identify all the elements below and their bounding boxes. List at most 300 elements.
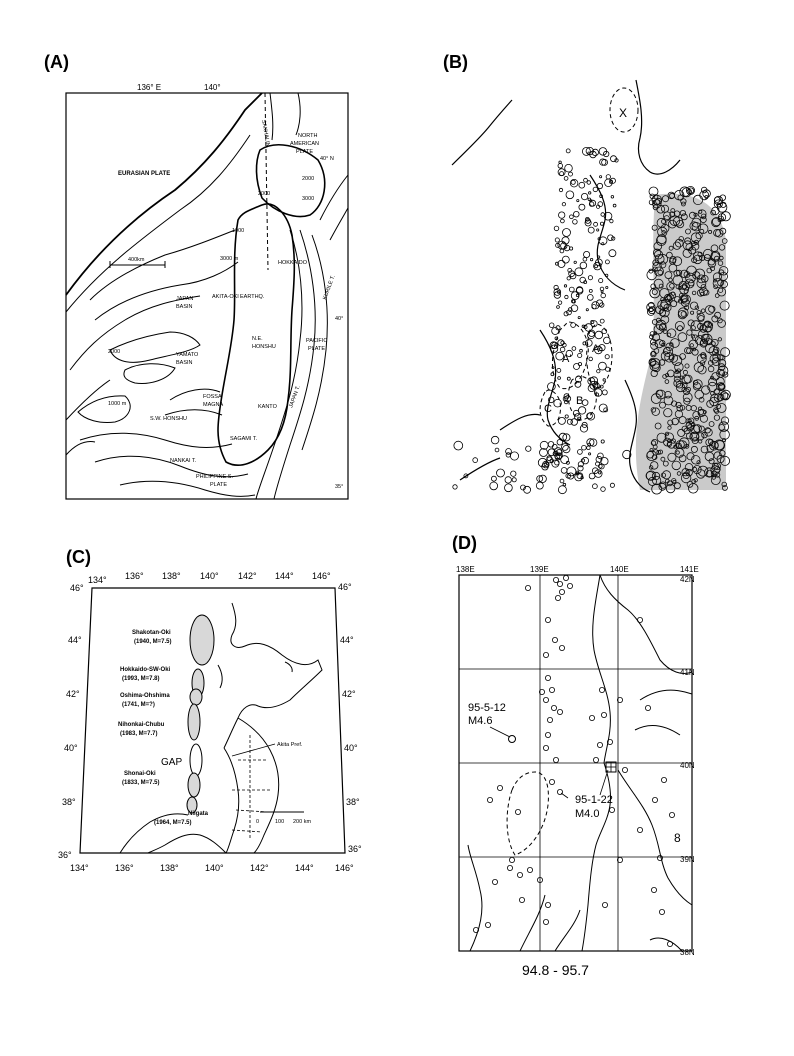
seismic-event: [579, 182, 585, 188]
depth-label: 2000: [302, 176, 315, 182]
seismic-event: [605, 355, 609, 359]
eq-name: Shakotan-Oki: [132, 630, 171, 636]
akita-pref-label: Akita Pref.: [277, 742, 303, 748]
rupture-zone: [188, 704, 200, 740]
seismic-event: [527, 867, 532, 872]
seismic-event: [578, 450, 583, 455]
akita-pointer: [232, 744, 275, 756]
seismic-event: [609, 807, 614, 812]
panel-d-right-tick: 40N: [680, 761, 695, 770]
panel-a-label: (A): [44, 52, 69, 72]
seismic-event: [593, 484, 598, 489]
seismic-event: [565, 164, 573, 172]
seismic-event: [598, 202, 603, 207]
depth-label: 2000: [258, 191, 271, 197]
seismic-event: [604, 151, 609, 156]
seismic-event: [512, 478, 516, 482]
panel-c-right-tick: 42°: [342, 689, 356, 699]
panel-c-right-tick: 38°: [346, 797, 360, 807]
panel-b-map: [452, 80, 730, 494]
seismic-event: [536, 482, 543, 489]
japan-basin-label: BASIN: [176, 304, 193, 310]
seismic-event: [558, 486, 566, 494]
panel-c-left-tick: 36°: [58, 850, 72, 860]
seismic-event: [578, 353, 582, 357]
seismic-event: [578, 317, 580, 319]
seismic-event: [552, 637, 557, 642]
seismic-event: [543, 919, 548, 924]
yamato-basin-label: BASIN: [176, 360, 193, 366]
seismic-event: [589, 357, 593, 361]
panel-c-bottom-tick: 142°: [250, 863, 269, 873]
seismic-event: [589, 192, 591, 194]
seismic-event: [519, 897, 524, 902]
seismic-event: [491, 476, 496, 481]
seismic-event: [495, 448, 499, 452]
panel-d-right-tick: 38N: [680, 948, 695, 957]
seismic-event: [588, 227, 594, 233]
seismic-event: [576, 294, 578, 296]
panel-c-left-tick: 46°: [70, 583, 84, 593]
seismic-event: [562, 203, 565, 206]
eq-info: (1993, M=7.8): [122, 676, 160, 682]
panel-c-right-tick: 44°: [340, 635, 354, 645]
seismic-event: [565, 295, 568, 298]
seismic-event: [600, 222, 603, 225]
rupture-zone: [190, 615, 214, 665]
seismic-event: [637, 617, 642, 622]
seismic-event: [567, 583, 572, 588]
seismic-event: [517, 872, 522, 877]
panel-a-right-tick: 35°: [335, 484, 344, 490]
event-magnitude-label: M4.6: [468, 715, 493, 727]
seismic-event: [580, 349, 583, 352]
seismic-event: [600, 287, 604, 291]
seismic-event: [602, 329, 607, 334]
japan-basin-label: JAPAN: [176, 296, 194, 302]
eq-name: Oshima-Ohshima: [120, 693, 170, 699]
seismic-event: [667, 941, 672, 946]
north-american-plate-label: PLATE: [296, 149, 314, 155]
seismic-event: [600, 176, 602, 178]
seismic-event: [553, 757, 558, 762]
seismic-event: [594, 222, 598, 226]
seismic-event: [487, 797, 492, 802]
seismic-event: [574, 211, 580, 217]
seismic-event: [559, 645, 564, 650]
seismic-event: [492, 879, 497, 884]
seismic-event: [610, 178, 615, 183]
seismic-event: [597, 370, 600, 373]
seismic-event: [588, 152, 590, 154]
seismic-event: [700, 191, 709, 200]
zone-c-label: C: [544, 403, 552, 415]
panel-d-top-tick: 139E: [530, 565, 549, 574]
seismic-event: [566, 149, 570, 153]
seismic-event: [588, 276, 592, 280]
seismic-event: [575, 268, 583, 276]
seismic-event: [563, 575, 568, 580]
seismic-event: [557, 439, 563, 445]
seismic-event: [561, 468, 567, 474]
panel-d-right-tick: 41N: [680, 668, 695, 677]
seismic-event: [657, 855, 662, 860]
seismic-event: [584, 251, 590, 257]
seismic-event: [497, 785, 502, 790]
scale-label: 0: [256, 819, 260, 825]
panel-c-bottom-tick: 136°: [115, 863, 134, 873]
seismic-event: [580, 277, 586, 283]
seismic-event: [490, 482, 498, 490]
seismic-event: [571, 305, 578, 312]
seismic-event: [565, 415, 568, 418]
zone-a-prime-label: A': [562, 353, 572, 365]
seismic-event: [651, 887, 656, 892]
seismic-event: [606, 175, 610, 179]
zone-a-label: A: [592, 343, 600, 355]
seismic-event: [563, 445, 570, 452]
seismic-event: [589, 453, 591, 455]
panel-c-bottom-tick: 134°: [70, 863, 89, 873]
seismic-event: [570, 215, 574, 219]
seismic-event: [595, 331, 603, 339]
panel-d-grid: [459, 575, 692, 951]
earthquake-label: EARTHQ.: [240, 294, 265, 300]
pacific-plate-label: PACIFIC: [306, 338, 328, 344]
panel-a-scale-label: 400km: [128, 257, 145, 263]
depth-label: 1000 m: [108, 401, 127, 407]
seismic-event: [581, 193, 587, 199]
seismic-event: [560, 347, 565, 352]
seismic-event: [602, 390, 607, 395]
seismic-event: [593, 187, 598, 192]
seismic-event: [566, 191, 574, 199]
seismic-event: [510, 452, 518, 460]
seismic-event: [610, 483, 614, 487]
seismic-event: [545, 675, 550, 680]
seismic-event: [589, 289, 592, 292]
seismic-event: [564, 177, 568, 181]
seismic-event: [602, 902, 607, 907]
philippine-sea-plate-label: PHILIPPINE S.: [196, 474, 233, 480]
seismic-event: [601, 291, 603, 293]
seismic-event: [602, 243, 604, 245]
panel-c-left-tick: 40°: [64, 743, 78, 753]
seismic-event: [605, 274, 608, 277]
seismic-event: [597, 183, 602, 188]
seismic-event: [589, 715, 594, 720]
panel-c-left-tick: 44°: [68, 635, 82, 645]
eq-name: Shonai-Oki: [124, 771, 156, 777]
seismic-event: [599, 279, 603, 283]
panel-d-top-tick: 141E: [680, 565, 699, 574]
seismic-event: [552, 328, 559, 335]
seismic-event: [622, 767, 627, 772]
panel-c-bottom-tick: 144°: [295, 863, 314, 873]
seismic-event: [586, 309, 588, 311]
seismic-event: [574, 364, 580, 370]
panel-c-left-tick: 42°: [66, 689, 80, 699]
seismic-event: [645, 705, 650, 710]
north-american-plate-label: AMERICAN: [290, 141, 320, 147]
depth-label: 3000 m: [220, 256, 239, 262]
panel-a-right-tick: 40° N: [320, 156, 334, 162]
seismic-event: [582, 457, 589, 464]
dashed-zone: [507, 772, 548, 855]
panel-c-top-tick: 142°: [238, 571, 257, 581]
seismic-event: [473, 458, 478, 463]
seismic-event: [543, 745, 548, 750]
seismic-event: [567, 467, 576, 476]
panel-c-right-tick: 40°: [344, 743, 358, 753]
panel-c-label: (C): [66, 547, 91, 567]
seismic-event: [608, 235, 614, 241]
event-marker: [509, 736, 516, 743]
panel-d-top-tick: 140E: [610, 565, 629, 574]
seismic-event: [540, 441, 548, 449]
seismic-event: [573, 410, 579, 416]
seismic-event: [563, 229, 571, 237]
seismic-event: [555, 238, 559, 242]
north-american-plate-label: NORTH: [298, 133, 318, 139]
seismic-event: [453, 485, 457, 489]
seismic-event: [609, 250, 616, 257]
seismic-event: [571, 292, 579, 300]
seismic-event: [547, 717, 552, 722]
seismic-event: [560, 172, 564, 176]
zone-x-label: X: [619, 106, 628, 120]
seismic-event: [600, 319, 604, 323]
seismic-event: [558, 241, 566, 249]
seismic-event: [583, 257, 587, 261]
panel-d-right-tick: 42N: [680, 575, 695, 584]
depth-label: 2000: [108, 349, 121, 355]
philippine-sea-plate-label: PLATE: [210, 482, 228, 488]
scale-label: 100: [275, 819, 285, 825]
nankai-trough-label: NANKAI T.: [170, 458, 197, 464]
seismic-event: [580, 425, 587, 432]
seismic-event: [557, 581, 562, 586]
seismic-event: [561, 219, 565, 223]
seismic-event: [593, 757, 598, 762]
seismic-event: [559, 188, 562, 191]
event-date-label: 95-5-12: [468, 702, 506, 714]
seismic-event: [574, 261, 576, 263]
seismic-event: [569, 287, 574, 292]
sakhalin-label: SAKHALIN: [260, 119, 271, 148]
seismic-event: [601, 487, 606, 492]
seismic-event: [554, 226, 559, 231]
seismic-event: [606, 286, 608, 288]
event-magnitude-label: M4.0: [575, 808, 600, 820]
panel-c-top-tick: 146°: [312, 571, 331, 581]
panel-c-map: [58, 571, 362, 873]
seismic-event: [610, 219, 613, 222]
seismic-event: [506, 449, 512, 455]
seismic-event: [587, 332, 594, 339]
seismic-event: [577, 200, 579, 202]
akita-oki-label: AKITA-OKI: [212, 294, 239, 300]
panel-c-top-tick: 134°: [88, 575, 107, 585]
seismic-event: [567, 277, 570, 280]
seismic-event: [580, 262, 587, 269]
seismic-event: [545, 732, 550, 737]
seismic-event: [601, 293, 606, 298]
eq-name: Hokkaido-SW-Oki: [120, 667, 171, 673]
seismic-event: [558, 301, 561, 304]
seismic-event: [540, 449, 548, 457]
seismic-event: [559, 589, 564, 594]
seismic-event: [573, 220, 578, 225]
depth-label: 3000: [302, 196, 315, 202]
seismic-event: [599, 687, 604, 692]
seismic-event: [511, 471, 516, 476]
seismic-event: [590, 200, 596, 206]
panel-a-map: [66, 83, 348, 499]
seismic-event: [571, 419, 578, 426]
seismic-event: [578, 407, 585, 414]
seismic-event: [549, 687, 554, 692]
seismic-event: [549, 323, 554, 328]
seismic-event: [497, 469, 505, 477]
ne-honshu-label: HONSHU: [252, 344, 276, 350]
seismic-event: [652, 797, 657, 802]
hokkaido-label: HOKKAIDO: [278, 260, 308, 266]
dense-seismic-cluster: [636, 194, 726, 490]
seismic-event: [543, 652, 548, 657]
panel-b-label: (B): [443, 52, 468, 72]
seismic-event: [560, 249, 564, 253]
panel-c-bottom-tick: 146°: [335, 863, 354, 873]
eq-info: (1833, M=7.5): [122, 780, 160, 786]
seismic-event: [590, 258, 592, 260]
seismic-event: [582, 325, 585, 328]
seismic-event: [548, 442, 554, 448]
seismic-event: [558, 169, 565, 176]
panel-a-top-tick: 136° E: [137, 83, 162, 92]
seismic-event: [579, 204, 585, 210]
panel-c-rupture-zones: [187, 615, 214, 813]
seismic-event: [507, 865, 512, 870]
seismic-event: [597, 742, 602, 747]
seismic-event: [562, 444, 569, 451]
panel-a-right-tick: 40°: [335, 316, 344, 322]
event-date-label: 95-1-22: [575, 794, 613, 806]
seismic-event: [567, 377, 570, 380]
seismic-event: [551, 705, 556, 710]
panel-d-right-tick: 39N: [680, 855, 695, 864]
seismic-event: [562, 256, 569, 263]
seismic-event: [560, 479, 564, 483]
panel-d-label: (D): [452, 533, 477, 553]
panel-c-bottom-tick: 140°: [205, 863, 224, 873]
seismic-event: [587, 446, 591, 450]
kurile-trench-label: KURILE T.: [322, 274, 337, 301]
eq-info: (1964, M=7.5): [154, 820, 192, 826]
seismic-event: [549, 779, 554, 784]
sw-honshu-label: S.W. HONSHU: [150, 416, 187, 422]
seismic-event: [661, 777, 666, 782]
panel-a-top-tick: 140°: [204, 83, 221, 92]
seismic-event: [454, 441, 463, 450]
ne-honshu-label: N.E.: [252, 336, 263, 342]
yamato-basin-label: YAMATO: [176, 352, 199, 358]
panel-c-right-tick: 46°: [338, 582, 352, 592]
seismic-event: [558, 377, 561, 380]
scale-label: 200 km: [293, 819, 312, 825]
panel-c-left-tick: 38°: [62, 797, 76, 807]
rupture-zone: [190, 689, 202, 705]
seismic-event: [557, 368, 561, 372]
seismic-event: [491, 436, 499, 444]
panel-c-top-tick: 138°: [162, 571, 181, 581]
panel-c-top-tick: 136°: [125, 571, 144, 581]
fossa-magna-label: FOSSA: [203, 394, 222, 400]
fossa-magna-label: MAGNA: [203, 402, 224, 408]
time-period-label: 94.8 - 95.7: [522, 962, 589, 978]
seismic-event: [505, 484, 513, 492]
seismic-event: [509, 857, 514, 862]
seismic-event: [525, 585, 530, 590]
seismic-event: [599, 472, 601, 474]
event-pointer: [490, 727, 510, 737]
event-pointer: [600, 770, 608, 795]
seismic-event: [559, 161, 561, 163]
seismic-event: [553, 577, 558, 582]
seismic-event: [545, 902, 550, 907]
seismic-event: [606, 367, 610, 371]
seismic-event: [545, 617, 550, 622]
seismic-event: [587, 181, 591, 185]
seismic-event: [569, 172, 573, 176]
seismic-event: [564, 285, 566, 287]
seismic-event: [605, 260, 609, 264]
seismic-event: [526, 446, 531, 451]
seismic-event: [543, 697, 548, 702]
gap-label: GAP: [161, 757, 183, 768]
eq-info: (1741, M=?): [122, 702, 155, 708]
eq-info: (1940, M=7.5): [134, 639, 172, 645]
eurasian-plate-label: EURASIAN PLATE: [118, 171, 171, 177]
marker-label: 8: [674, 831, 681, 845]
seismic-event: [557, 306, 560, 309]
seismic-event: [587, 295, 593, 301]
panel-d-map: [456, 565, 699, 978]
rupture-zone: [188, 773, 200, 797]
sagami-trough-label: SAGAMI T.: [230, 436, 258, 442]
seismic-event: [601, 712, 606, 717]
seismic-event: [557, 709, 562, 714]
seismic-event: [637, 827, 642, 832]
seismic-event: [572, 347, 576, 351]
seismic-event: [604, 337, 611, 344]
gap-zone: [190, 744, 202, 776]
seismic-event: [601, 440, 604, 443]
seismic-event: [659, 909, 664, 914]
panel-d-top-tick: 138E: [456, 565, 475, 574]
eq-name: Niigata: [188, 811, 209, 817]
event-pointer: [561, 793, 568, 798]
seismic-event: [559, 212, 565, 218]
seismic-event: [582, 445, 587, 450]
panel-b-seismicity: [453, 147, 731, 494]
seismic-event: [548, 383, 556, 391]
seismic-event: [597, 229, 599, 231]
pacific-plate-label: PLATE: [308, 346, 326, 352]
panel-c-top-tick: 140°: [200, 571, 219, 581]
panel-c-bottom-tick: 138°: [160, 863, 179, 873]
eq-info: (1983, M=7.7): [120, 731, 158, 737]
